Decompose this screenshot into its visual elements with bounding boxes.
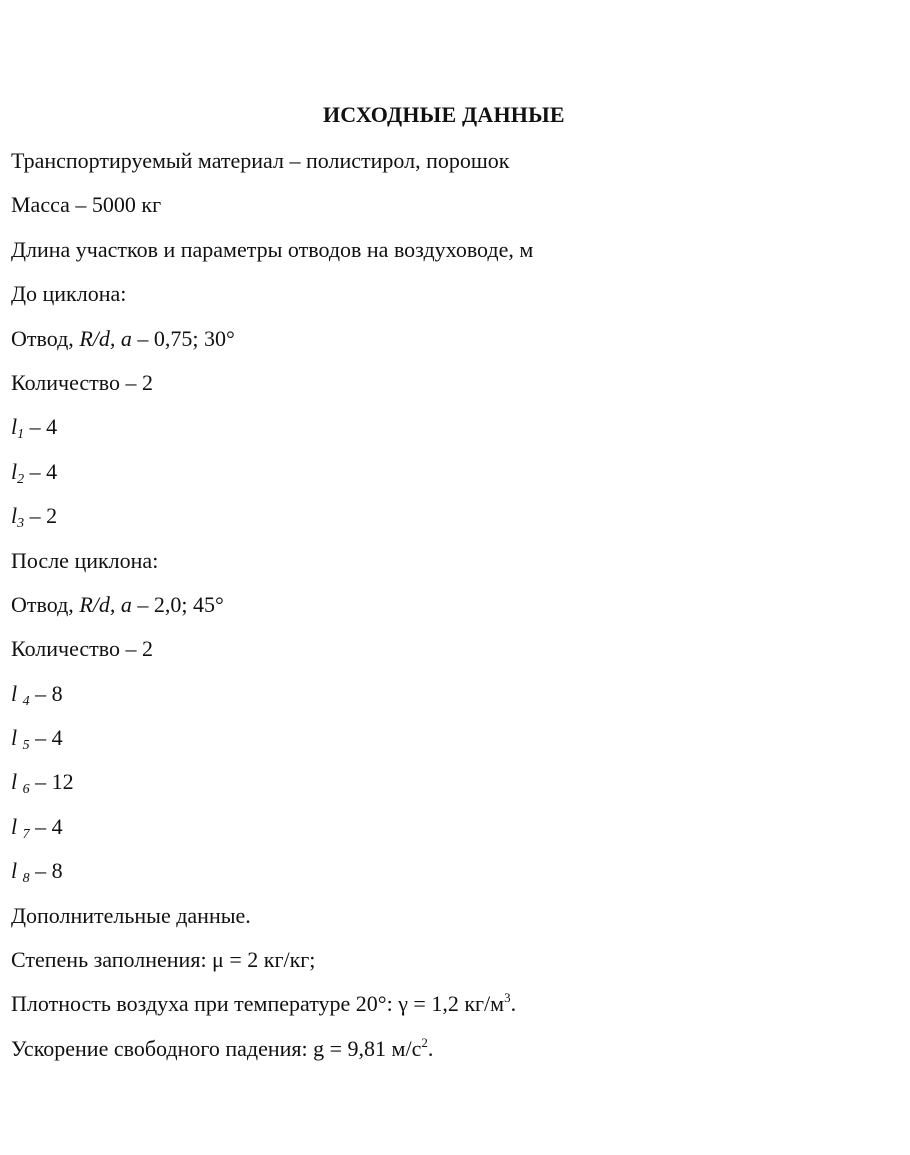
segment-symbol: l — [11, 680, 18, 706]
air-density-line — [11, 989, 533, 1033]
before-cyclone-heading: До циклона: — [11, 281, 127, 307]
bend-variables: R/d, a — [79, 325, 132, 351]
segment-value: – 2 — [24, 503, 58, 529]
bend-variables: R/d, a — [79, 591, 132, 617]
segment-l7 — [11, 812, 533, 856]
segment-symbol: l — [11, 725, 18, 751]
bend-prefix: Отвод, — [11, 591, 80, 617]
segment-index: 1 — [17, 427, 25, 443]
document-body — [11, 146, 533, 1078]
bend-prefix: Отвод, — [11, 325, 80, 351]
bend-values: – 2,0; 45° — [131, 591, 224, 617]
before-cyclone-count: Количество – 2 — [11, 369, 154, 395]
gravity-end: . — [427, 1035, 434, 1061]
before-cyclone-bend — [11, 324, 533, 368]
segment-index: 8 — [22, 871, 30, 887]
air-density-end: . — [510, 991, 517, 1017]
segment-index: 6 — [22, 782, 30, 798]
gravity-text: Ускорение свободного падения: g = 9,81 м/с — [11, 1035, 422, 1061]
material-line: Транспортируемый материал – полистирол, порошок — [11, 148, 510, 173]
segment-value: – 4 — [24, 458, 58, 484]
gravity-line — [11, 1034, 533, 1078]
segment-symbol: l — [11, 503, 18, 529]
segment-value: – 4 — [24, 414, 58, 440]
segment-symbol: l — [11, 769, 18, 795]
fill-degree-line: Степень заполнения: μ = 2 кг/кг; — [11, 947, 316, 973]
segment-l6 — [11, 767, 533, 811]
segment-value: – 4 — [29, 813, 63, 839]
air-density-text: Плотность воздуха при температуре 20°: γ = 1,2 кг/м — [11, 991, 505, 1017]
segment-value: – 8 — [29, 858, 63, 884]
segment-symbol: l — [11, 458, 18, 484]
gravity-exponent: 2 — [421, 1034, 428, 1050]
segment-value: – 8 — [29, 680, 63, 706]
segment-value: – 4 — [29, 725, 63, 751]
mass-line: Масса – 5000 кг — [11, 192, 162, 218]
segment-value: – 12 — [29, 769, 74, 795]
air-density-exponent: 3 — [504, 990, 511, 1006]
segment-index: 2 — [17, 471, 25, 487]
segment-symbol: l — [11, 414, 18, 440]
after-cyclone-count: Количество – 2 — [11, 636, 154, 662]
segment-l1 — [11, 412, 533, 456]
segment-l8 — [11, 856, 533, 900]
segment-l2 — [11, 457, 533, 501]
after-cyclone-heading: После циклона: — [11, 547, 159, 573]
lengths-header: Длина участков и параметры отводов на воздуховоде, м — [11, 236, 534, 262]
segment-l3 — [11, 501, 533, 545]
segment-index: 7 — [22, 826, 30, 842]
segment-index: 5 — [22, 738, 30, 754]
after-cyclone-bend — [11, 590, 533, 634]
segment-l5 — [11, 723, 533, 767]
segment-index: 3 — [17, 516, 25, 532]
document-title: ИСХОДНЫЕ ДАННЫЕ — [323, 102, 565, 127]
segment-index: 4 — [22, 693, 30, 709]
segment-l4 — [11, 679, 533, 723]
segment-symbol: l — [11, 813, 18, 839]
segment-symbol: l — [11, 858, 18, 884]
bend-values: – 0,75; 30° — [131, 325, 235, 351]
additional-heading: Дополнительные данные. — [11, 902, 251, 928]
